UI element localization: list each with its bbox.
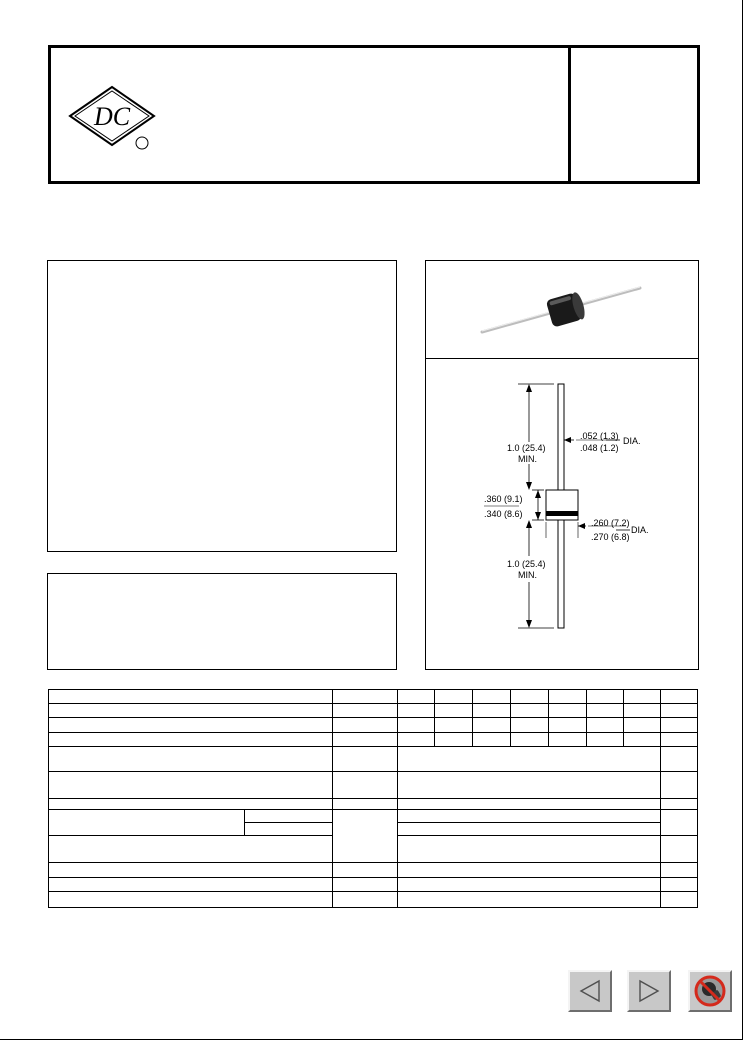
body-length-max: .360 (9.1)	[484, 494, 523, 504]
company-logo	[68, 85, 164, 151]
body-dia-min: .270 (6.8)	[591, 532, 630, 542]
header-divider	[568, 45, 571, 184]
bottom-lead-length-min: MIN.	[518, 570, 537, 580]
left-triangle-icon	[570, 972, 610, 1010]
lead-dia-label: DIA.	[623, 436, 641, 446]
next-page-button[interactable]	[627, 970, 671, 1012]
right-triangle-icon	[629, 972, 669, 1010]
no-entry-icon	[690, 972, 730, 1010]
bottom-lead-length: 1.0 (25.4)	[507, 559, 546, 569]
features-box	[47, 260, 397, 552]
top-lead-length: 1.0 (25.4)	[507, 443, 546, 453]
outline-drawing	[426, 360, 698, 666]
exit-button[interactable]	[688, 970, 732, 1012]
lead-dia-min: .048 (1.2)	[580, 443, 619, 453]
body-length-min: .340 (8.6)	[484, 509, 523, 519]
lead-dia-max: .052 (1.3)	[580, 431, 619, 441]
top-lead-length-min: MIN.	[518, 454, 537, 464]
diode-photo	[478, 282, 648, 342]
ratings-table	[48, 689, 700, 911]
package-box-divider	[425, 358, 699, 359]
mechanical-data-box	[47, 573, 397, 670]
body-dia-max: .260 (7.2)	[591, 518, 630, 528]
previous-page-button[interactable]	[568, 970, 612, 1012]
body-dia-label: DIA.	[631, 525, 649, 535]
logo-letters: DC	[93, 102, 131, 131]
